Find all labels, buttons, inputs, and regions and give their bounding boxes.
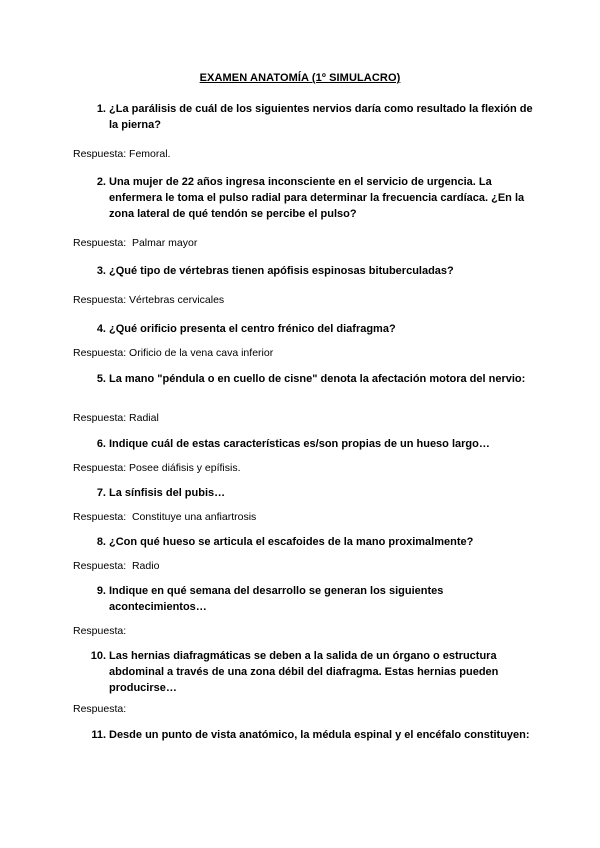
answer-10 — [73, 702, 126, 716]
question-text: ¿Qué orificio presenta el centro frénico del diafragma? — [109, 323, 396, 335]
answer-9 — [73, 624, 126, 638]
answer-5 — [73, 411, 159, 425]
question-text: La sínfisis del pubis… — [109, 487, 226, 499]
answer-text: Palmar mayor — [131, 237, 198, 249]
answer-label: Respuesta: — [73, 625, 127, 637]
question-text: Indique cuál de estas características es/son propias de un hueso largo… — [109, 438, 490, 450]
answer-1 — [73, 147, 170, 161]
question-number: 11. — [91, 729, 106, 741]
answer-text: Orificio de la vena cava inferior — [129, 347, 274, 359]
question-8 — [88, 534, 533, 550]
question-text: La mano "péndula o en cuello de cisne" denota la afectación motora del nervio: — [109, 373, 526, 385]
question-9 — [88, 583, 533, 615]
answer-label: Respuesta: — [73, 412, 127, 424]
question-number: 4. — [96, 323, 106, 335]
answer-text: Vértebras cervicales — [129, 294, 225, 306]
question-text: Desde un punto de vista anatómico, la médula espinal y el encéfalo constituyen: — [109, 729, 530, 741]
answer-4 — [73, 346, 273, 360]
answer-label: Respuesta: — [73, 294, 127, 306]
question-7 — [88, 485, 533, 501]
question-number: 1. — [96, 103, 106, 115]
question-number: 2. — [96, 176, 106, 188]
question-2 — [88, 174, 533, 222]
question-6 — [88, 436, 533, 452]
answer-text: Posee diáfisis y epífisis. — [129, 462, 241, 474]
question-number: 5. — [96, 373, 106, 385]
answer-text: Radio — [131, 560, 160, 572]
question-text: ¿La parálisis de cuál de los siguientes nervios daría como resultado la flexión de la pierna? — [109, 103, 533, 131]
question-number: 3. — [96, 265, 106, 277]
answer-text: Radial — [129, 412, 159, 424]
answer-label: Respuesta: — [73, 347, 127, 359]
question-number: 10. — [90, 650, 106, 662]
answer-label: Respuesta: — [73, 462, 127, 474]
question-number: 8. — [96, 536, 106, 548]
answer-label: Respuesta: — [73, 703, 127, 715]
question-11 — [88, 727, 533, 743]
answer-6 — [73, 461, 241, 475]
question-number: 7. — [96, 487, 106, 499]
question-3 — [88, 263, 533, 279]
question-10 — [88, 648, 533, 696]
question-text: ¿Con qué hueso se articula el escafoides de la mano proximalmente? — [109, 536, 474, 548]
answer-text: Constituye una anfiartrosis — [131, 511, 257, 523]
question-number: 6. — [96, 438, 106, 450]
answer-label: Respuesta: — [73, 560, 127, 572]
answer-8 — [73, 559, 159, 573]
answer-3 — [73, 293, 224, 307]
answer-label: Respuesta: — [73, 148, 127, 160]
exam-title: EXAMEN ANATOMÍA (1º SIMULACRO) — [199, 72, 401, 84]
question-4 — [88, 321, 533, 337]
question-text: Las hernias diafragmáticas se deben a la salida de un órgano o estructura abdominal a través de una zona débil del diafragma. Estas hernias pueden producirse… — [109, 650, 499, 694]
answer-text: Femoral. — [129, 148, 171, 160]
question-text: Una mujer de 22 años ingresa inconsciente en el servicio de urgencia. La enfermera le toma el pulso radial para determinar la frecuencia cardíaca. ¿En la zona lateral de qué tendón se percibe el pulso? — [109, 176, 525, 220]
answer-7 — [73, 510, 256, 524]
answer-2 — [73, 236, 197, 250]
question-1 — [88, 101, 533, 133]
question-5 — [88, 371, 533, 387]
question-text: Indique en qué semana del desarrollo se generan los siguientes acontecimientos… — [109, 585, 444, 613]
question-number: 9. — [96, 585, 106, 597]
answer-label: Respuesta: — [73, 237, 127, 249]
answer-label: Respuesta: — [73, 511, 127, 523]
question-text: ¿Qué tipo de vértebras tienen apófisis espinosas bituberculadas? — [109, 265, 454, 277]
